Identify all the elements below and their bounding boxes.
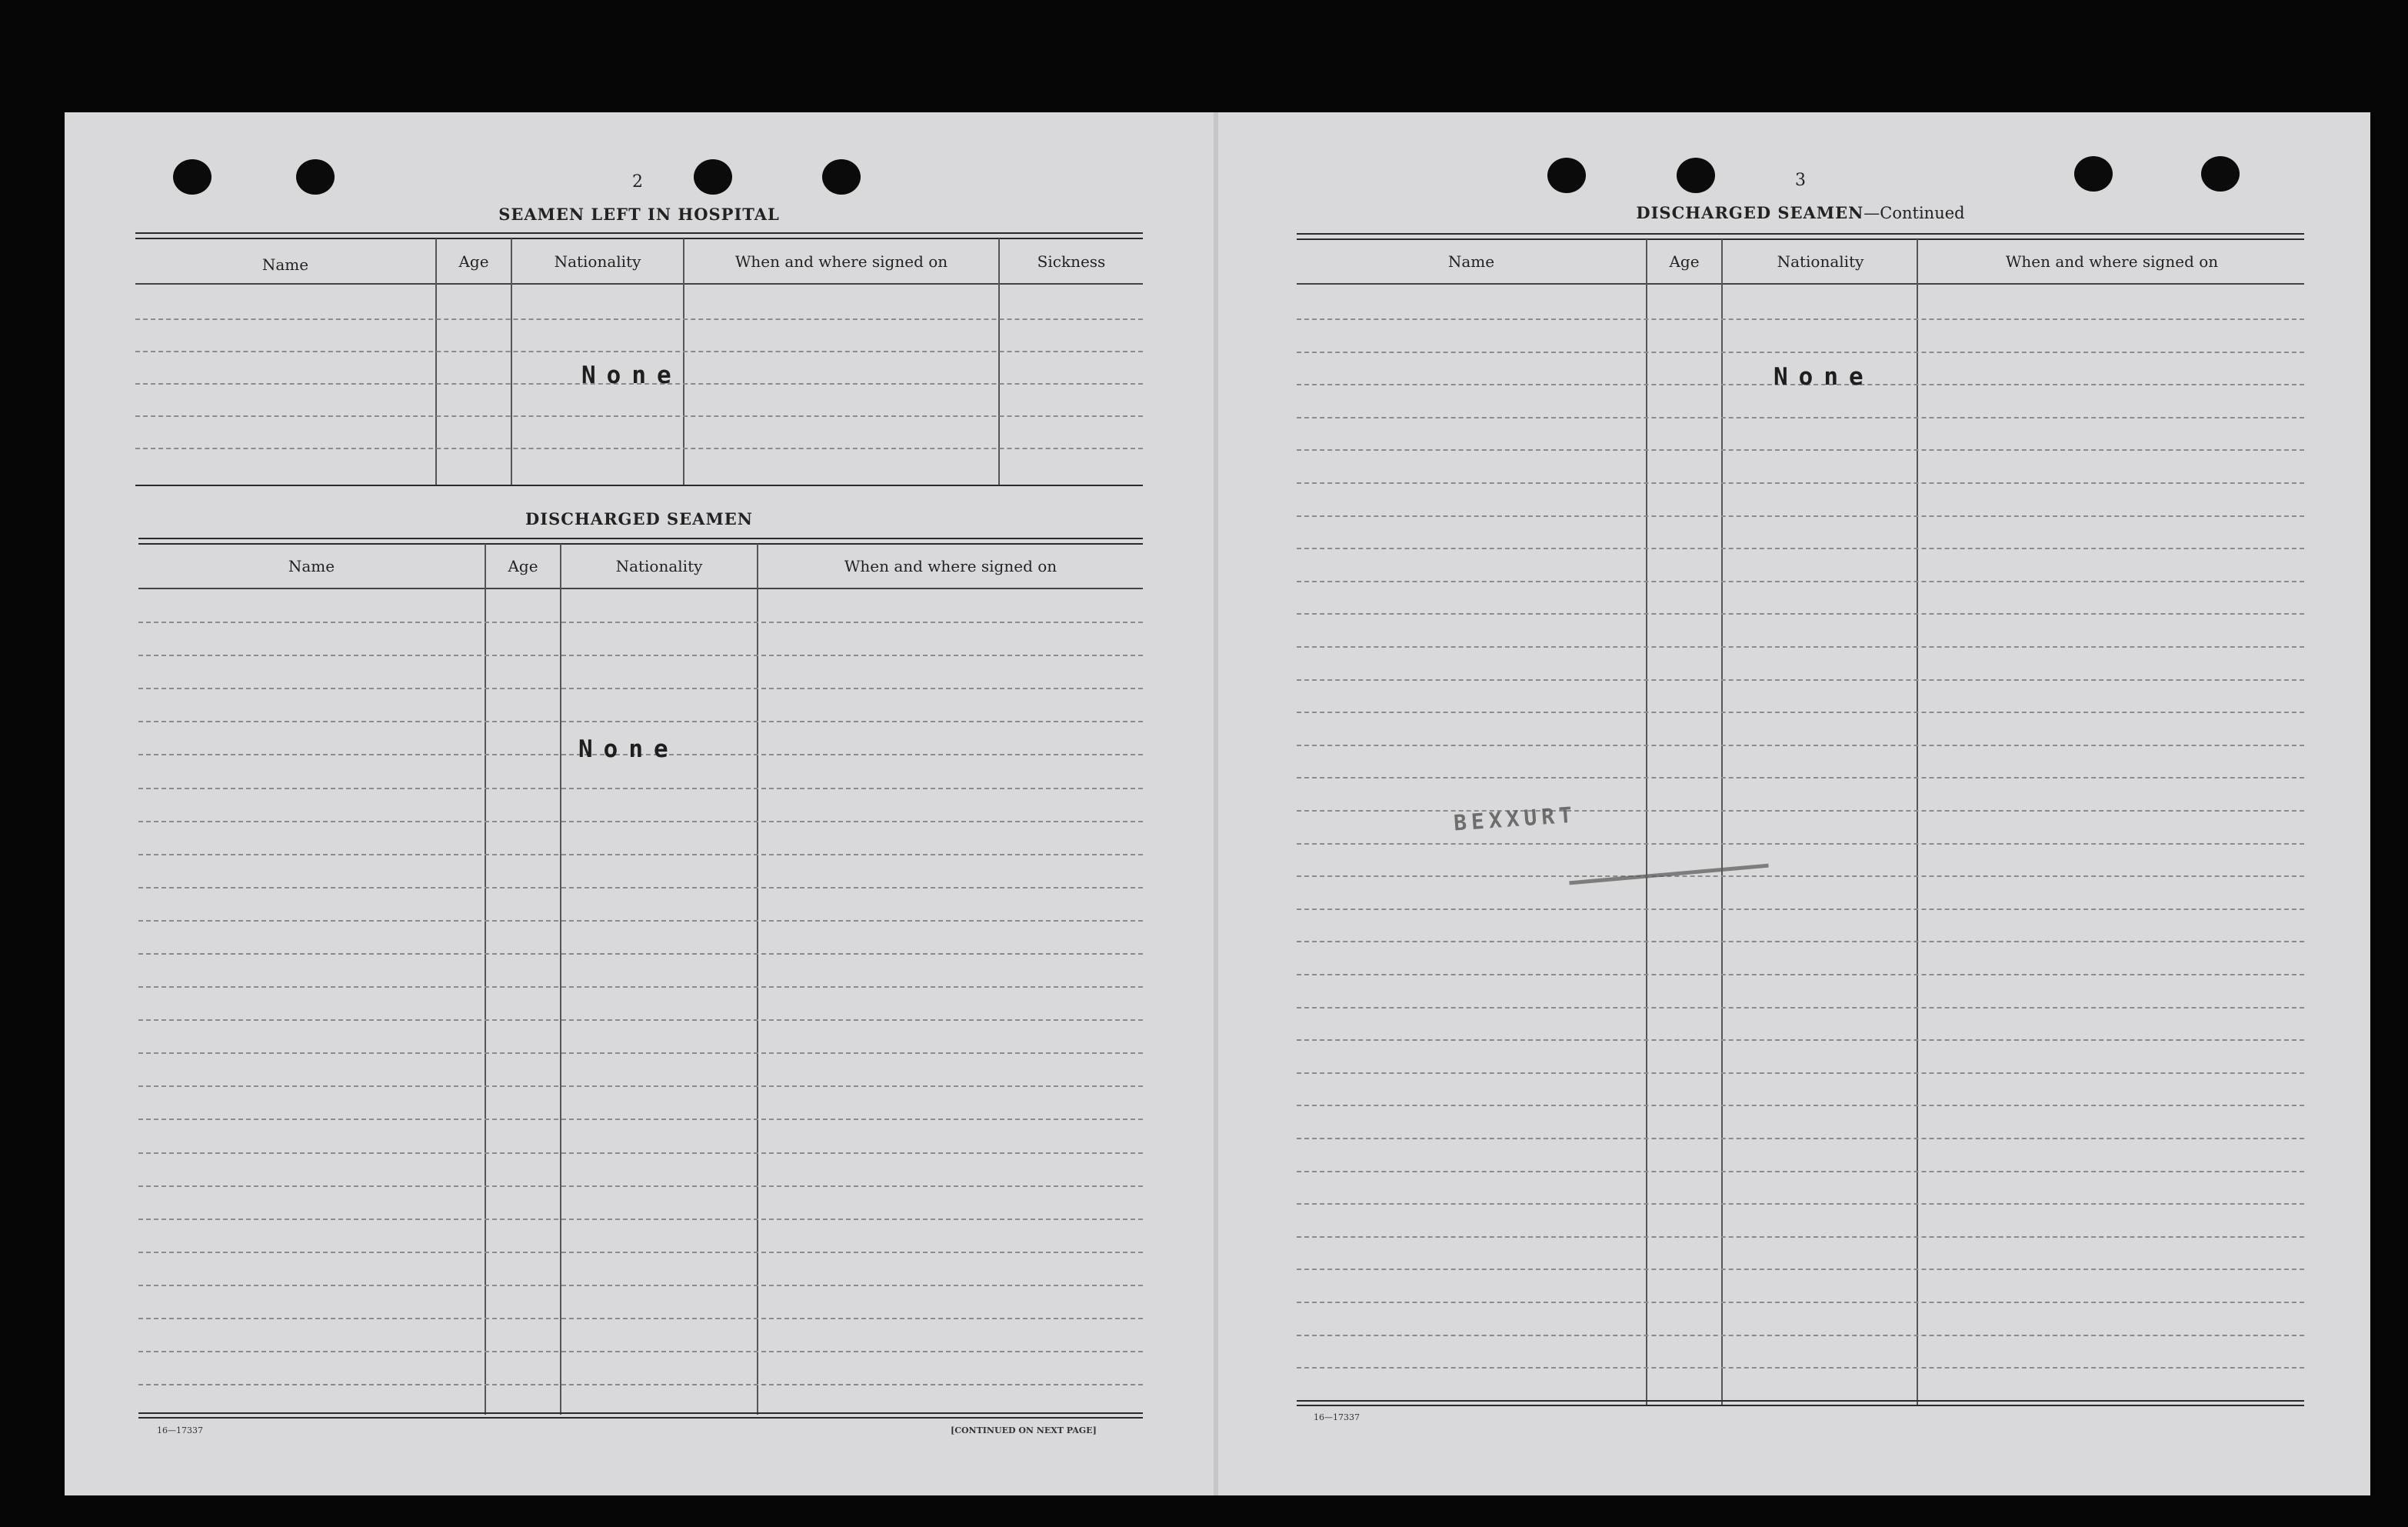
punch-hole (2074, 156, 2113, 192)
table-top-rule (135, 232, 1143, 234)
table-bottom-rule (1297, 1400, 2304, 1402)
column-header-signed-on: When and where signed on (844, 557, 1057, 575)
table-row (1297, 1138, 2304, 1139)
punch-hole (296, 159, 335, 195)
section-title-discharged-continued (1297, 203, 2304, 222)
table-row (1297, 712, 2304, 713)
section-title-hospital: SEAMEN LEFT IN HOSPITAL (498, 205, 780, 224)
table-row (1297, 646, 2304, 648)
page-number: 3 (1795, 171, 1806, 190)
column-header-nationality: Nationality (615, 557, 703, 575)
table-row (138, 1052, 1143, 1054)
punch-hole (2201, 156, 2240, 192)
typed-entry: None (1774, 363, 1874, 391)
table-row (1297, 810, 2304, 812)
column-divider (1721, 239, 1723, 1405)
table-row (1297, 352, 2304, 353)
continued-note: [CONTINUED ON NEXT PAGE] (951, 1425, 1097, 1435)
column-header-name: Name (261, 255, 309, 274)
form-number: 16—17337 (157, 1425, 203, 1435)
table-row (135, 351, 1143, 352)
table-row (1297, 548, 2304, 549)
table-row (1297, 1302, 2304, 1303)
column-header-name: Name (288, 557, 335, 575)
table-row (138, 655, 1143, 656)
table-row (138, 788, 1143, 789)
table-row (1297, 1039, 2304, 1041)
table-row (1297, 745, 2304, 746)
table-top-rule (1297, 238, 2304, 240)
table-row (1297, 515, 2304, 517)
table-row (1297, 1171, 2304, 1172)
table-row (138, 1285, 1143, 1286)
table-row (138, 688, 1143, 689)
table-row (138, 622, 1143, 623)
column-header-signed-on: When and where signed on (734, 252, 948, 271)
table-row (1297, 417, 2304, 418)
table-bottom-rule (1297, 1405, 2304, 1406)
table-row (1297, 1203, 2304, 1205)
column-header-age: Age (508, 557, 538, 575)
header-rule (138, 588, 1143, 589)
header-rule (135, 283, 1143, 285)
table-row (138, 1119, 1143, 1120)
table-top-rule (138, 543, 1143, 545)
section-title-text: DISCHARGED SEAMEN (1636, 203, 1864, 222)
punch-hole (822, 159, 861, 195)
table-row (1297, 1072, 2304, 1074)
table-row (138, 920, 1143, 922)
table-row (1297, 875, 2304, 877)
header-rule (1297, 283, 2304, 285)
table-row (1297, 843, 2304, 845)
punch-hole (1677, 158, 1715, 193)
form-number: 16—17337 (1314, 1412, 1360, 1422)
column-header-signed-on: When and where signed on (2005, 252, 2219, 271)
table-row (1297, 777, 2304, 779)
page-fold (1214, 112, 1218, 1495)
typed-entry: None (581, 362, 682, 389)
table-row (1297, 613, 2304, 615)
table-row (138, 1152, 1143, 1154)
column-divider (1917, 239, 1918, 1405)
table-row (1297, 679, 2304, 681)
table-row (1297, 1105, 2304, 1106)
table-row (1297, 1269, 2304, 1270)
table-row (138, 821, 1143, 822)
table-row (138, 1019, 1143, 1021)
table-row (1297, 1335, 2304, 1336)
table-top-rule (135, 238, 1143, 239)
typed-entry: None (578, 735, 679, 763)
table-top-rule (138, 538, 1143, 539)
section-title-suffix: —Continued (1863, 204, 1965, 222)
table-row (1297, 941, 2304, 942)
section-title-discharged: DISCHARGED SEAMEN (525, 509, 753, 528)
table-row (1297, 318, 2304, 320)
table-row (138, 986, 1143, 988)
table-row (1297, 909, 2304, 910)
table-row (138, 1252, 1143, 1253)
table-top-rule (1297, 233, 2304, 235)
punch-hole (694, 159, 732, 195)
table-row (138, 1085, 1143, 1087)
column-header-name: Name (1447, 252, 1495, 271)
column-header-sickness: Sickness (1037, 252, 1106, 271)
column-header-age: Age (458, 252, 489, 271)
column-header-nationality: Nationality (554, 252, 641, 271)
table-row (138, 721, 1143, 722)
punch-hole (173, 159, 211, 195)
table-row (1297, 1007, 2304, 1009)
table-row (135, 415, 1143, 417)
table-row (1297, 974, 2304, 975)
page-number: 2 (632, 172, 643, 192)
table-row (138, 854, 1143, 855)
table-row (138, 1185, 1143, 1187)
table-row (1297, 482, 2304, 484)
table-row (135, 318, 1143, 320)
table-row (1297, 581, 2304, 582)
table-bottom-rule (135, 485, 1143, 486)
rubber-stamp: BEXXURT (1453, 802, 1577, 836)
table-row (138, 1351, 1143, 1352)
table-row (1297, 1236, 2304, 1238)
table-row (138, 1384, 1143, 1385)
table-row (135, 448, 1143, 449)
table-row (138, 887, 1143, 889)
column-header-age: Age (1669, 252, 1700, 271)
table-row (138, 1219, 1143, 1220)
column-divider (1646, 239, 1647, 1405)
punch-hole (1547, 158, 1586, 193)
table-bottom-rule (138, 1417, 1143, 1419)
table-row (138, 1318, 1143, 1319)
table-bottom-rule (138, 1412, 1143, 1414)
column-header-nationality: Nationality (1777, 252, 1864, 271)
table-row (1297, 449, 2304, 451)
table-row (1297, 1367, 2304, 1369)
table-row (138, 953, 1143, 955)
